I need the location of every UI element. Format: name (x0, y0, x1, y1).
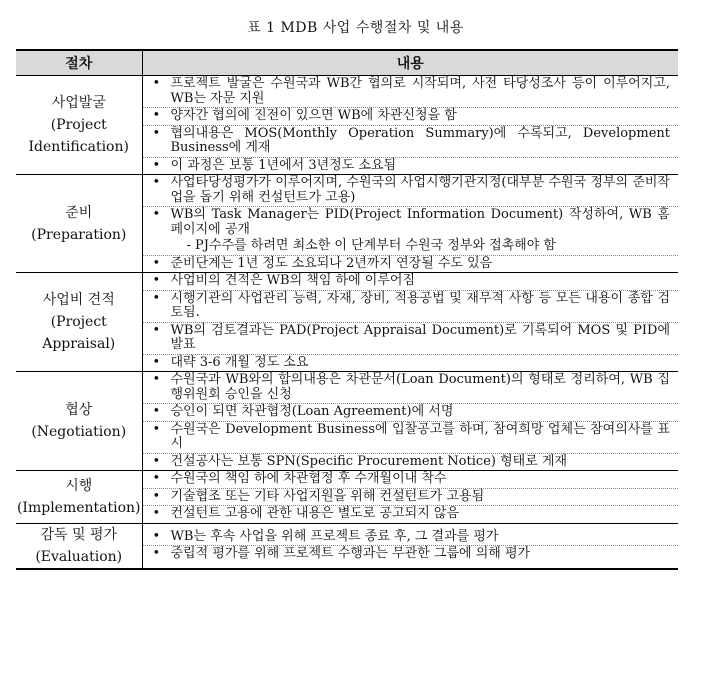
bullet-icon: • (152, 108, 161, 123)
content-cell (142, 76, 678, 175)
step-cell (16, 175, 142, 273)
list-item-text: 수원국의 책임 하에 차관협정 후 수개월이내 착수 (170, 471, 447, 486)
list-item-text: 기술협조 또는 기타 사업지원을 위해 컨설턴트가 고용됨 (170, 488, 485, 504)
table-row (16, 175, 678, 273)
list-item-text: 승인이 되면 차관협정(Loan Agreement)에 서명 (170, 404, 454, 419)
step-cell (16, 372, 142, 471)
list-item (143, 354, 679, 372)
step-name-en: (Preparation) (31, 226, 127, 243)
bullet-icon: • (152, 255, 161, 271)
list-item (143, 453, 679, 471)
list-item-text: WB의 검토결과는 PAD(Project Appraisal Document)로 기록되어 MOS 및 PID에 발표 (170, 322, 670, 352)
procedure-table (16, 49, 678, 570)
step-name-ko: 사업비 견적 (42, 292, 115, 308)
step-name-ko: 감독 및 평가 (40, 526, 118, 543)
content-cell (142, 372, 678, 471)
list-item-text: 중립적 평가를 위해 프로젝트 수행과는 무관한 그룹에 의해 평가 (170, 546, 531, 561)
step-cell (16, 76, 142, 175)
content-list (143, 529, 679, 563)
table-caption: 표 1 MDB 사업 수행절차 및 내용 (247, 20, 464, 36)
content-cell (142, 471, 678, 524)
list-item (143, 403, 679, 421)
step-name-en: (Project Identification) (28, 117, 129, 155)
list-item-text: 프로젝트 발굴은 수원국과 WB간 협의로 시작되며, 사전 타당성조사 등이 이루어지고, WB는 자문 지원 (170, 76, 670, 106)
list-item (143, 421, 679, 453)
list-item (143, 238, 679, 255)
list-item-text: 양자간 협의에 진전이 있으면 WB에 차관신청을 함 (170, 108, 457, 123)
bullet-icon: • (152, 528, 161, 544)
step-name-en: (Negotiation) (31, 424, 127, 440)
content-list (143, 76, 679, 174)
content-list (143, 471, 679, 523)
list-item-text: 수원국은 Development Business에 입찰공고를 하며, 참여희망 업체는 참여의사를 표시 (170, 421, 670, 451)
list-item (143, 157, 679, 175)
step-cell (16, 523, 142, 569)
list-item (143, 322, 679, 354)
step-name-en: (Evaluation) (35, 548, 123, 565)
table-row (16, 273, 678, 372)
bullet-icon: • (152, 354, 161, 370)
list-item-text: 대략 3-6 개월 정도 소요 (170, 354, 309, 370)
bullet-icon: • (152, 421, 161, 437)
step-name-ko: 협상 (65, 402, 93, 418)
list-item-text: 이 과정은 보통 1년에서 3년정도 소요됨 (170, 157, 397, 173)
content-cell (142, 523, 678, 569)
list-item (143, 505, 679, 523)
step-name-ko: 사업발굴 (51, 95, 106, 111)
list-item-text: 준비단계는 1년 정도 소요되나 2년까지 연장될 수도 있음 (170, 255, 493, 271)
bullet-icon: • (152, 207, 161, 222)
list-item (143, 471, 679, 488)
table-row (16, 471, 678, 524)
list-item-text: 사업타당성평가가 이루어지며, 수원국의 사업시행기관지정(대부분 수원국 정부의 준비작업을 돕기 위해 컨설턴트가 고용) (170, 175, 670, 205)
list-item (143, 206, 679, 238)
table-row (16, 76, 678, 175)
list-item (143, 529, 679, 546)
step-cell (16, 471, 142, 524)
header-step: 절차 (16, 50, 142, 76)
list-item (143, 175, 679, 206)
table-row (16, 523, 678, 569)
bullet-icon: • (152, 506, 161, 521)
bullet-icon: • (152, 273, 161, 288)
step-name-en: (Project Appraisal) (42, 314, 116, 352)
bullet-icon: • (152, 76, 161, 91)
bullet-icon: • (152, 125, 161, 141)
bullet-icon: • (152, 157, 161, 173)
content-list (143, 273, 679, 371)
bullet-icon: • (152, 453, 161, 469)
list-item-text: WB는 후속 사업을 위해 프로젝트 종료 후, 그 결과를 평가 (170, 528, 499, 544)
step-name-ko: 시행 (65, 477, 93, 494)
bullet-icon: • (152, 546, 161, 561)
step-name-ko: 준비 (65, 204, 93, 221)
bullet-icon: • (152, 488, 161, 504)
list-item-text: 시행기관의 사업관리 능력, 자재, 장비, 적용공법 및 재무적 사항 등 모든 내용이 종합 검토됨. (170, 290, 670, 320)
list-item (143, 488, 679, 506)
step-name-en: (Implementation) (16, 499, 141, 516)
bullet-icon: • (152, 404, 161, 419)
list-item (143, 273, 679, 290)
bullet-icon: • (152, 175, 161, 190)
list-item-text: 컨설턴트 고용에 관한 내용은 별도로 공고되지 않음 (170, 506, 460, 521)
content-list (143, 372, 679, 470)
content-list (143, 175, 679, 272)
list-item (143, 125, 679, 157)
header-content: 내용 (142, 50, 678, 76)
list-item (143, 372, 679, 403)
list-item-text: - PJ수주를 하려면 최소한 이 단계부터 수원국 정부와 접촉해야 함 (186, 238, 556, 253)
list-item-text: 협의내용은 MOS(Monthly Operation Summary)에 수록되고, Development Business에 게재 (170, 125, 670, 155)
header-row (16, 50, 678, 76)
list-item (143, 290, 679, 322)
list-item (143, 76, 679, 107)
list-item (143, 545, 679, 563)
list-item (143, 255, 679, 273)
list-item-text: WB의 Task Manager는 PID(Project Information Document) 작성하여, WB 홈페이지에 공개 (170, 207, 670, 237)
content-cell (142, 273, 678, 372)
content-cell (142, 175, 678, 273)
bullet-icon: • (152, 322, 161, 338)
bullet-icon: • (152, 290, 161, 306)
step-cell (16, 273, 142, 372)
list-item (143, 107, 679, 125)
bullet-icon: • (152, 471, 161, 486)
list-item-text: 사업비의 견적은 WB의 책임 하에 이루어짐 (170, 273, 416, 288)
bullet-icon: • (152, 372, 161, 387)
list-item-text: 수원국과 WB와의 합의내용은 차관문서(Loan Document)의 형태로 정리하여, WB 집행위원회 승인을 신청 (170, 372, 670, 402)
table-row (16, 372, 678, 471)
list-item-text: 건설공사는 보통 SPN(Specific Procurement Notice) 형태로 게재 (170, 453, 567, 469)
